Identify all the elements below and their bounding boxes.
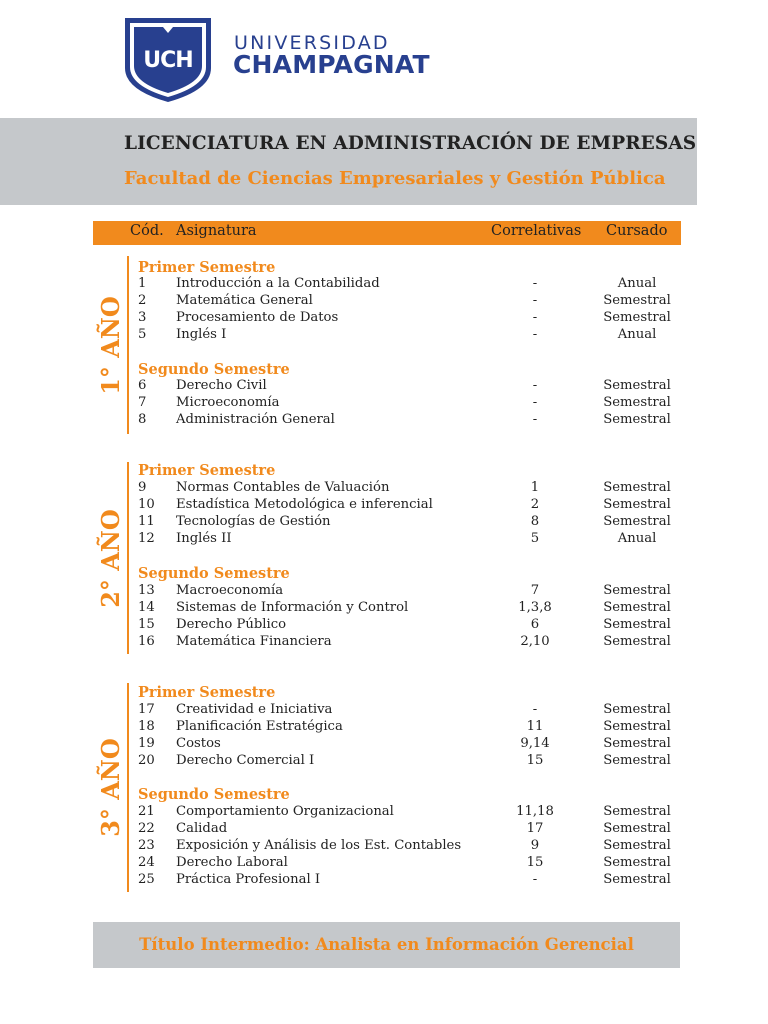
subject-row bbox=[0, 583, 768, 600]
subject-row bbox=[0, 804, 768, 821]
subject-code: 7 bbox=[138, 395, 147, 410]
subject-duration: Semestral bbox=[603, 753, 671, 768]
subject-name: Matemática Financiera bbox=[176, 634, 332, 649]
logo-monogram: UCH bbox=[143, 48, 193, 73]
subject-name: Derecho Laboral bbox=[176, 855, 288, 870]
subject-name: Macroeconomía bbox=[176, 583, 284, 598]
subject-name: Sistemas de Información y Control bbox=[176, 600, 409, 615]
semester-title: Segundo Semestre bbox=[138, 565, 290, 582]
semester-title: Primer Semestre bbox=[138, 684, 276, 701]
subject-duration: Semestral bbox=[603, 293, 671, 308]
subject-name: Microeconomía bbox=[176, 395, 280, 410]
subject-duration: Semestral bbox=[603, 719, 671, 734]
subject-duration: Semestral bbox=[603, 855, 671, 870]
subject-duration: Anual bbox=[617, 327, 657, 342]
semester-title: Primer Semestre bbox=[138, 259, 276, 276]
subject-code: 10 bbox=[138, 497, 155, 512]
subject-name: Inglés II bbox=[176, 531, 232, 546]
subject-row bbox=[0, 617, 768, 634]
semester-title: Primer Semestre bbox=[138, 462, 276, 479]
subject-code: 16 bbox=[138, 634, 155, 649]
subject-correlatives: 1,3,8 bbox=[518, 600, 552, 615]
subject-duration: Semestral bbox=[603, 583, 671, 598]
career-title: LICENCIATURA EN ADMINISTRACIÓN DE EMPRESAS bbox=[124, 133, 697, 154]
subject-code: 23 bbox=[138, 838, 155, 853]
subject-name: Derecho Civil bbox=[176, 378, 267, 393]
subject-name: Costos bbox=[176, 736, 221, 751]
subject-name: Exposición y Análisis de los Est. Contables bbox=[176, 838, 462, 853]
subject-row bbox=[0, 753, 768, 770]
subject-name: Normas Contables de Valuación bbox=[176, 480, 390, 495]
subject-duration: Semestral bbox=[603, 872, 671, 887]
subject-code: 21 bbox=[138, 804, 155, 819]
intermediate-degree: Título Intermedio: Analista en Información Gerencial bbox=[139, 935, 634, 954]
subject-duration: Semestral bbox=[603, 378, 671, 393]
header-duration: Cursado bbox=[606, 223, 668, 239]
subject-correlatives: - bbox=[532, 327, 538, 342]
subject-correlatives: 2,10 bbox=[520, 634, 550, 649]
header-correlatives: Correlativas bbox=[491, 223, 582, 239]
subject-correlatives: - bbox=[532, 702, 538, 717]
subject-correlatives: - bbox=[532, 412, 538, 427]
subject-code: 9 bbox=[138, 480, 147, 495]
subject-code: 25 bbox=[138, 872, 155, 887]
shield-logo-icon bbox=[123, 16, 213, 104]
subject-duration: Semestral bbox=[603, 497, 671, 512]
subject-name: Calidad bbox=[176, 821, 228, 836]
subject-correlatives: 7 bbox=[530, 583, 540, 598]
subject-code: 13 bbox=[138, 583, 155, 598]
subject-duration: Semestral bbox=[603, 804, 671, 819]
subject-duration: Semestral bbox=[603, 736, 671, 751]
faculty-name: Facultad de Ciencias Empresariales y Gestión Pública bbox=[124, 168, 666, 189]
subject-correlatives: - bbox=[532, 293, 538, 308]
subject-row bbox=[0, 821, 768, 838]
subject-name: Matemática General bbox=[176, 293, 313, 308]
subject-correlatives: 17 bbox=[526, 821, 544, 836]
subject-correlatives: 11 bbox=[526, 719, 544, 734]
subject-code: 8 bbox=[138, 412, 147, 427]
university-logo bbox=[123, 16, 213, 104]
subject-duration: Semestral bbox=[603, 412, 671, 427]
subject-name: Comportamiento Organizacional bbox=[176, 804, 394, 819]
subject-correlatives: 1 bbox=[530, 480, 540, 495]
brand-line-1: UNIVERSIDAD bbox=[234, 32, 390, 54]
subject-row bbox=[0, 600, 768, 617]
subject-code: 19 bbox=[138, 736, 155, 751]
subject-code: 15 bbox=[138, 617, 155, 632]
subject-code: 3 bbox=[138, 310, 147, 325]
subject-code: 5 bbox=[138, 327, 147, 342]
subject-name: Estadística Metodológica e inferencial bbox=[176, 497, 433, 512]
subject-correlatives: 2 bbox=[530, 497, 540, 512]
subject-duration: Semestral bbox=[603, 480, 671, 495]
subject-code: 22 bbox=[138, 821, 155, 836]
subject-name: Práctica Profesional I bbox=[176, 872, 321, 887]
subject-duration: Semestral bbox=[603, 702, 671, 717]
subject-row bbox=[0, 293, 768, 310]
subject-correlatives: - bbox=[532, 378, 538, 393]
subject-row bbox=[0, 412, 768, 429]
subject-row bbox=[0, 702, 768, 719]
subject-row bbox=[0, 736, 768, 753]
subject-code: 14 bbox=[138, 600, 155, 615]
subject-row bbox=[0, 395, 768, 412]
subject-row bbox=[0, 480, 768, 497]
subject-duration: Semestral bbox=[603, 634, 671, 649]
subject-duration: Semestral bbox=[603, 514, 671, 529]
subject-duration: Semestral bbox=[603, 617, 671, 632]
semester-title: Segundo Semestre bbox=[138, 786, 290, 803]
subject-correlatives: 8 bbox=[530, 514, 540, 529]
subject-duration: Semestral bbox=[603, 821, 671, 836]
subject-name: Planificación Estratégica bbox=[176, 719, 343, 734]
year-label-text: 2° AÑO bbox=[95, 508, 125, 608]
subject-duration: Anual bbox=[617, 276, 657, 291]
subject-name: Derecho Público bbox=[176, 617, 287, 632]
subject-name: Inglés I bbox=[176, 327, 227, 342]
subject-duration: Semestral bbox=[603, 310, 671, 325]
subject-code: 2 bbox=[138, 293, 147, 308]
subject-correlatives: - bbox=[532, 872, 538, 887]
subject-row bbox=[0, 719, 768, 736]
subject-duration: Semestral bbox=[603, 600, 671, 615]
year-label-text: 1° AÑO bbox=[95, 295, 125, 395]
subject-correlatives: 9,14 bbox=[520, 736, 550, 751]
subject-row bbox=[0, 855, 768, 872]
subject-code: 11 bbox=[138, 514, 155, 529]
subject-row bbox=[0, 838, 768, 855]
subject-row bbox=[0, 310, 768, 327]
subject-correlatives: 15 bbox=[526, 855, 544, 870]
subject-correlatives: 6 bbox=[530, 617, 540, 632]
subject-name: Procesamiento de Datos bbox=[176, 310, 339, 325]
subject-row bbox=[0, 514, 768, 531]
subject-code: 20 bbox=[138, 753, 155, 768]
subject-code: 17 bbox=[138, 702, 155, 717]
header-subject: Asignatura bbox=[176, 223, 257, 239]
subject-row bbox=[0, 378, 768, 395]
subject-correlatives: 11,18 bbox=[516, 804, 554, 819]
subject-code: 1 bbox=[138, 276, 147, 291]
subject-row bbox=[0, 327, 768, 344]
subject-correlatives: - bbox=[532, 395, 538, 410]
subject-row bbox=[0, 276, 768, 293]
subject-row bbox=[0, 497, 768, 514]
subject-correlatives: 5 bbox=[530, 531, 540, 546]
title-band bbox=[0, 118, 697, 205]
subject-name: Derecho Comercial I bbox=[176, 753, 315, 768]
subject-code: 6 bbox=[138, 378, 147, 393]
subject-name: Tecnologías de Gestión bbox=[176, 514, 331, 529]
brand-line-2: CHAMPAGNAT bbox=[233, 50, 430, 79]
header-code: Cód. bbox=[130, 223, 164, 239]
subject-name: Administración General bbox=[176, 412, 335, 427]
subject-code: 18 bbox=[138, 719, 155, 734]
subject-correlatives: - bbox=[532, 276, 538, 291]
subject-duration: Semestral bbox=[603, 838, 671, 853]
subject-row bbox=[0, 872, 768, 889]
year-label-text: 3° AÑO bbox=[95, 738, 125, 837]
subject-correlatives: 9 bbox=[530, 838, 540, 853]
subject-correlatives: - bbox=[532, 310, 538, 325]
subject-correlatives: 15 bbox=[526, 753, 544, 768]
subject-duration: Anual bbox=[617, 531, 657, 546]
subject-duration: Semestral bbox=[603, 395, 671, 410]
subject-name: Introducción a la Contabilidad bbox=[176, 276, 380, 291]
subject-code: 24 bbox=[138, 855, 155, 870]
subject-row bbox=[0, 634, 768, 651]
semester-title: Segundo Semestre bbox=[138, 361, 290, 378]
subject-code: 12 bbox=[138, 531, 155, 546]
subject-row bbox=[0, 531, 768, 548]
subject-name: Creatividad e Iniciativa bbox=[176, 702, 333, 717]
